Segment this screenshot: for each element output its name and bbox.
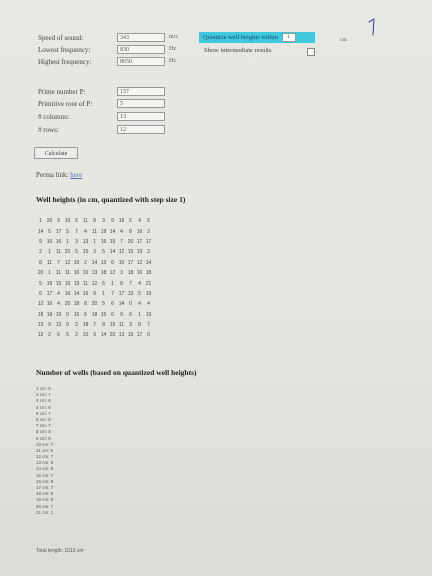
height-cell: 2 [84,259,87,266]
calculate-button[interactable]: Calculate [34,147,78,159]
height-cell: 3 [120,270,123,277]
heights-row [36,310,153,320]
root-input[interactable]: 5 [117,99,165,108]
count-item: 11 cm: 8 [36,447,53,453]
heights-table [36,216,153,341]
height-cell: 1 [102,290,105,297]
height-cell: 9 [93,290,96,297]
height-cell: 4 [120,228,123,235]
height-cell: 1 [93,238,96,245]
count-item: 9 cm: 8 [36,435,51,441]
wells-title: Number of wells (based on quantized well heights) [36,368,197,377]
height-cell: 7 [93,322,96,329]
height-cell: 5 [48,228,51,235]
height-cell: 5 [66,332,69,339]
height-cell: 2 [147,228,150,235]
height-cell: 15 [55,280,62,287]
height-cell: 2 [147,249,150,256]
height-cell: 8 [84,301,87,308]
count-item: 2 cm: 7 [36,392,51,398]
height-cell: 18 [127,270,134,277]
height-cell: 13 [55,322,62,329]
permalink-link[interactable]: here [70,171,83,179]
heights-row [36,268,153,278]
height-cell: 15 [100,238,107,245]
height-cell: 14 [145,259,152,266]
height-cell: 19 [136,249,143,256]
height-cell: 18 [82,322,89,329]
height-cell: 20 [46,218,53,225]
height-cell: 8 [102,322,105,329]
height-cell: 13 [118,332,125,339]
height-cell: 12 [118,249,125,256]
height-cell: 17 [118,290,125,297]
height-cell: 5 [66,228,69,235]
height-cell: 14 [37,228,44,235]
height-cell: 1 [39,218,42,225]
height-cell: 11 [46,259,53,266]
heights-title: Well heights (in cm, quantized with step size 1) [36,195,186,204]
quantize-label: Quantize well heights within [203,34,278,41]
height-cell: 16 [64,290,71,297]
height-cell: 10 [82,332,89,339]
height-cell: 4 [138,218,141,225]
height-cell: 7 [129,280,132,287]
count-item: 21 cm: 1 [36,509,54,515]
height-cell: 1 [138,311,141,318]
height-cell: 14 [73,290,80,297]
permalink-label: Perma link: [36,171,69,179]
height-cell: 5 [102,249,105,256]
height-cell: 4 [138,280,141,287]
height-cell: 9 [120,311,123,318]
intermediate-label: Show intermediate results [204,47,272,54]
height-cell: 7 [111,290,114,297]
height-cell: 5 [39,280,42,287]
height-cell: 19 [145,311,152,318]
heights-row [36,289,153,299]
height-cell: 20 [109,332,116,339]
height-cell: 9 [39,238,42,245]
height-cell: 1 [48,270,51,277]
count-item: 16 cm: 8 [36,478,54,484]
height-cell: 9 [93,332,96,339]
height-cell: 21 [145,280,152,287]
height-cell: 0 [129,301,132,308]
height-cell: 3 [129,322,132,329]
height-cell: 16 [73,270,80,277]
height-cell: 11 [64,270,71,277]
height-cell: 11 [55,270,62,277]
height-cell: 2 [48,332,51,339]
height-cell: 20 [127,238,134,245]
heights-row [36,278,153,288]
high-freq-unit: Hz [169,58,176,64]
height-cell: 13 [100,259,107,266]
high-freq-label: Highest frequency: [38,58,92,66]
height-cell: 14 [100,332,107,339]
count-item: 10 cm: 7 [36,441,54,447]
height-cell: 3 [102,218,105,225]
count-item: 1 cm: 8 [36,386,51,391]
speed-unit: m/s [169,34,178,40]
height-cell: 9 [111,218,114,225]
count-item: 19 cm: 8 [36,497,54,503]
height-cell: 1 [66,238,69,245]
height-cell: 14 [91,259,98,266]
height-cell: 13 [37,322,44,329]
heights-row [36,216,153,226]
heights-row [36,299,153,309]
height-cell: 5 [147,218,150,225]
height-cell: 19 [100,228,107,235]
height-cell: 5 [138,290,141,297]
height-cell: 17 [136,238,143,245]
height-cell: 8 [120,280,123,287]
height-cell: 15 [100,311,107,318]
height-cell: 12 [91,280,98,287]
height-cell: 4 [57,301,60,308]
height-cell: 6 [57,332,60,339]
height-cell: 16 [64,280,71,287]
height-cell: 12 [109,270,116,277]
quantize-input[interactable]: 1 [282,33,296,42]
height-cell: 10 [46,301,53,308]
height-cell: 18 [91,311,98,318]
height-cell: 17 [46,290,53,297]
height-cell: 11 [91,228,98,235]
prime-input[interactable]: 157 [117,87,165,96]
handwritten-annotation-icon [364,17,380,37]
height-cell: 6 [39,290,42,297]
low-freq-unit: Hz [169,46,176,52]
height-cell: 2 [75,322,78,329]
height-cell: 16 [136,270,143,277]
height-cell: 5 [75,249,78,256]
total-length: Total length: 1613 cm [36,548,84,554]
height-cell: 4 [138,301,141,308]
height-cell: 17 [55,228,62,235]
height-cell: 14 [109,249,116,256]
height-cell: 11 [82,218,89,225]
height-cell: 5 [75,218,78,225]
height-cell: 19 [145,290,152,297]
height-cell: 12 [37,301,44,308]
speed-input[interactable]: 343 [117,33,165,42]
height-cell: 18 [118,218,125,225]
count-item: 13 cm: 8 [36,460,54,466]
count-item: 14 cm: 8 [36,466,54,472]
prime-label: Prime number P: [38,88,86,96]
height-cell: 19 [73,280,80,287]
height-cell: 20 [37,270,44,277]
height-cell: 7 [75,228,78,235]
height-cell: 0 [147,332,150,339]
count-item: 15 cm: 7 [36,472,54,478]
rows-input[interactable]: 12 [117,125,165,134]
height-cell: 5 [102,301,105,308]
speed-label: Speed of sound: [38,34,84,42]
height-cell: 10 [46,238,53,245]
height-cell: 6 [111,259,114,266]
height-cell: 11 [82,280,89,287]
height-cell: 20 [64,301,71,308]
height-cell: 17 [136,332,143,339]
height-cell: 1 [48,249,51,256]
height-cell: 15 [82,249,89,256]
count-item: 17 cm: 7 [36,485,54,490]
height-cell: 7 [57,259,60,266]
height-cell: 15 [127,249,134,256]
count-item: 20 cm: 7 [36,503,54,509]
height-cell: 18 [145,270,152,277]
height-cell: 9 [48,322,51,329]
height-cell: 11 [118,322,125,329]
height-cell: 17 [127,259,134,266]
heights-row [36,226,153,236]
height-cell: 8 [129,228,132,235]
height-cell: 12 [37,332,44,339]
height-cell: 16 [82,290,89,297]
height-cell: 10 [82,270,89,277]
height-cell: 18 [37,311,44,318]
height-cell: 20 [91,301,98,308]
height-cell: 11 [55,249,62,256]
low-freq-input[interactable]: 830 [117,45,165,54]
height-cell: 8 [138,322,141,329]
height-cell: 7 [120,238,123,245]
columns-label: # columns: [38,113,69,121]
columns-input[interactable]: 13 [117,112,165,121]
height-cell: 15 [109,322,116,329]
count-item: 12 cm: 7 [36,454,54,460]
heights-row [36,247,153,257]
height-cell: 2 [75,332,78,339]
height-cell: 16 [136,228,143,235]
root-label: Primitive root of P: [38,100,93,108]
height-cell: 14 [109,228,116,235]
height-cell: 13 [82,238,89,245]
low-freq-label: Lowest frequency: [38,46,91,54]
height-cell: 18 [73,301,80,308]
count-item: 8 cm: 8 [36,429,51,435]
count-item: 3 cm: 8 [36,398,51,404]
height-cell: 20 [64,249,71,256]
height-cell: 9 [66,322,69,329]
height-cell: 13 [91,270,98,277]
height-cell: 6 [111,301,114,308]
heights-row [36,237,153,247]
heights-row [36,330,153,340]
count-item: 7 cm: 7 [36,423,51,429]
quantize-unit: cm [340,37,347,43]
height-cell: 4 [147,301,150,308]
height-cell: 18 [100,270,107,277]
height-cell: 19 [73,259,80,266]
count-item: 18 cm: 8 [36,491,54,497]
permalink [36,171,82,179]
height-cell: 12 [136,259,143,266]
height-cell: 8 [39,259,42,266]
height-cell: 16 [73,311,80,318]
heights-row [36,258,153,268]
height-cell: 3 [75,238,78,245]
height-cell: 19 [46,311,53,318]
height-cell: 6 [129,311,132,318]
height-cell: 1 [111,280,114,287]
height-cell: 6 [111,311,114,318]
count-item: 6 cm: 8 [36,416,51,422]
quantize-option [199,32,315,43]
height-cell: 17 [145,238,152,245]
height-cell: 4 [84,228,87,235]
intermediate-checkbox[interactable] [307,48,315,56]
heights-row [36,320,153,330]
height-cell: 13 [127,290,134,297]
height-cell: 19 [46,280,53,287]
height-cell: 15 [127,332,134,339]
height-cell: 10 [118,259,125,266]
height-cell: 3 [93,249,96,256]
height-cell: 9 [57,218,60,225]
counts-list [36,386,53,516]
height-cell: 16 [55,238,62,245]
height-cell: 2 [39,249,42,256]
high-freq-input[interactable]: 8650 [117,57,165,66]
count-item: 5 cm: 7 [36,410,51,416]
height-cell: 12 [64,259,71,266]
height-cell: 14 [118,301,125,308]
height-cell: 10 [55,311,62,318]
height-cell: 7 [147,322,150,329]
height-cell: 15 [109,238,116,245]
height-cell: 10 [64,218,71,225]
height-cell: 4 [57,290,60,297]
height-cell: 8 [93,218,96,225]
height-cell: 6 [102,280,105,287]
height-cell: 0 [66,311,69,318]
count-item: 4 cm: 8 [36,404,51,410]
height-cell: 5 [129,218,132,225]
height-cell: 6 [84,311,87,318]
rows-label: # rows: [38,126,59,134]
